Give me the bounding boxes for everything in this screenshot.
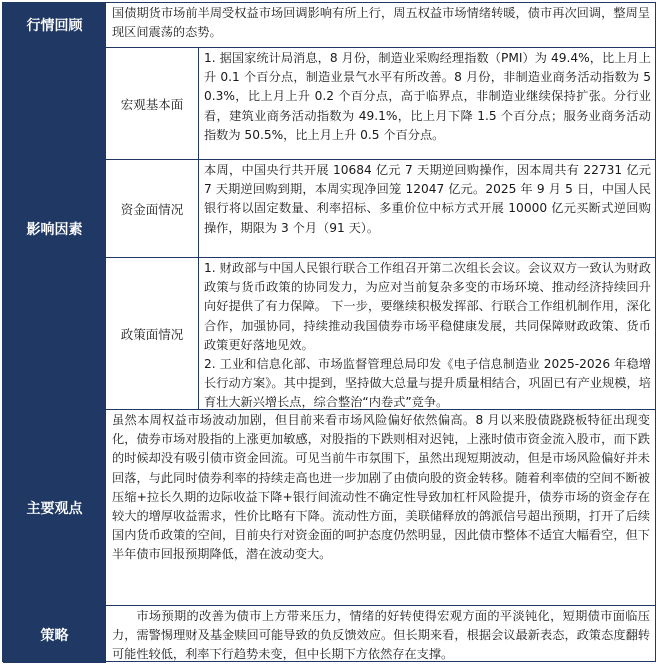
macro-label: 宏观基本面 <box>106 48 199 159</box>
factors-row <box>3 48 655 410</box>
factors-subtable <box>106 48 655 409</box>
main-views-row <box>3 410 655 606</box>
market-review-row <box>3 3 655 48</box>
report-table <box>2 2 656 662</box>
funding-label: 资金面情况 <box>106 160 199 257</box>
strategy-header: 策略 <box>3 606 106 663</box>
market-review-header: 行情回顾 <box>3 3 106 47</box>
policy-paragraph-1: 1. 财政部与中国人民银行联合工作组召开第二次组长会议。会议双方一致认为财政政策与货币政策的协同发力，为应对当前复杂多变的市场环境、推动经济持续回升向好提供了有力保障。 下一步，要继续积极发挥部、行联合工作组机制作用，深化合作，加强协同，持续推动我国债券市场平稳健康发展，共同保障财政政策、货币政策更好落地见效。 <box>204 261 651 352</box>
policy-row <box>106 258 655 410</box>
factors-header: 影响因素 <box>3 48 106 409</box>
funding-row <box>106 160 655 258</box>
main-views-header: 主要观点 <box>3 410 106 605</box>
market-review-text: 国债期货市场前半周受权益市场回调影响有所上行，周五权益市场情绪转暖，债市再次回调，整周呈现区间震荡的态势。 <box>112 6 650 40</box>
policy-label: 政策面情况 <box>106 258 199 410</box>
main-views-text: 虽然本周权益市场波动加剧，但目前来看市场风险偏好依然偏高。8 月以来股债跷跷板特征出现变化，债券市场对股指的上涨更加敏感，对股指的下跌则相对迟钝，上涨时债市资金流入股市，而下跌的时候却没有吸引债市资金回流。可见当前牛市氛围下，虽然出现短期波动，但是市场风险偏好并未回落，与此同时债券利率的持续走高也进一步加剧了由债向股的资金转移。随着利率债的空间不断被压缩+拉长久期的边际收益下降+银行间流动性不确定性导致加杠杆风险提升，债券市场的资金存在较大的增厚收益需求，性价比略有下降。流动性方面，美联储释放的鸽派信号超出预期，打开了后续国内货币政策的空间，目前央行对资金面的呵护态度仍然明显，因此债市整体不适宜大幅看空，但下半年债市回报预期降低，潜在波动变大。 <box>112 413 650 562</box>
funding-text: 本周，中国央行共开展 10684 亿元 7 天期逆回购操作，因本周共有 22731 亿元 7 天期逆回购到期，本周实现净回笼 12047 亿元。2025 年 9 月 5 日，中国人民银行将以固定数量、利率招标、多重价位中标方式开展 10000 亿元买断式逆回购操作，期限为 3 个月（91 天）。 <box>204 163 651 235</box>
policy-text <box>199 258 655 410</box>
macro-text: 1. 据国家统计局消息，8 月份，制造业采购经理指数（PMI）为 49.4%，比上月上升 0.1 个百分点，制造业景气水平有所改善。8 月份，非制造业商务活动指数为 50.3%，比上月上升 0.2 个百分点，高于临界点，非制造业继续保持扩张。分行业看，建筑业商务活动指数为 49.1%，比上月下降 1.5 个百分点；服务业商务活动指数为 50.5%，比上月上升 0.5 个百分点。 <box>204 51 651 142</box>
policy-paragraph-2: 2. 工业和信息化部、市场监督管理总局印发《电子信息制造业 2025-2026 年稳增长行动方案》。其中提到，坚持做大总量与提升质量相结合，巩固已有产业规模，培育壮大新兴增长点，综合整治“内卷式”竞争。 <box>204 357 651 410</box>
macro-row <box>106 48 655 160</box>
strategy-text: 市场预期的改善为债市上方带来压力，情绪的好转使得宏观方面的平淡钝化，短期债市面临压力，需警惕理财及基金赎回可能导致的负反馈效应。但长期来看，根据会议最新表态，政策态度翻转可能性较低，利率下行趋势未变，但中长期下方依然存在支撑。 <box>112 609 650 662</box>
strategy-row <box>3 606 655 663</box>
